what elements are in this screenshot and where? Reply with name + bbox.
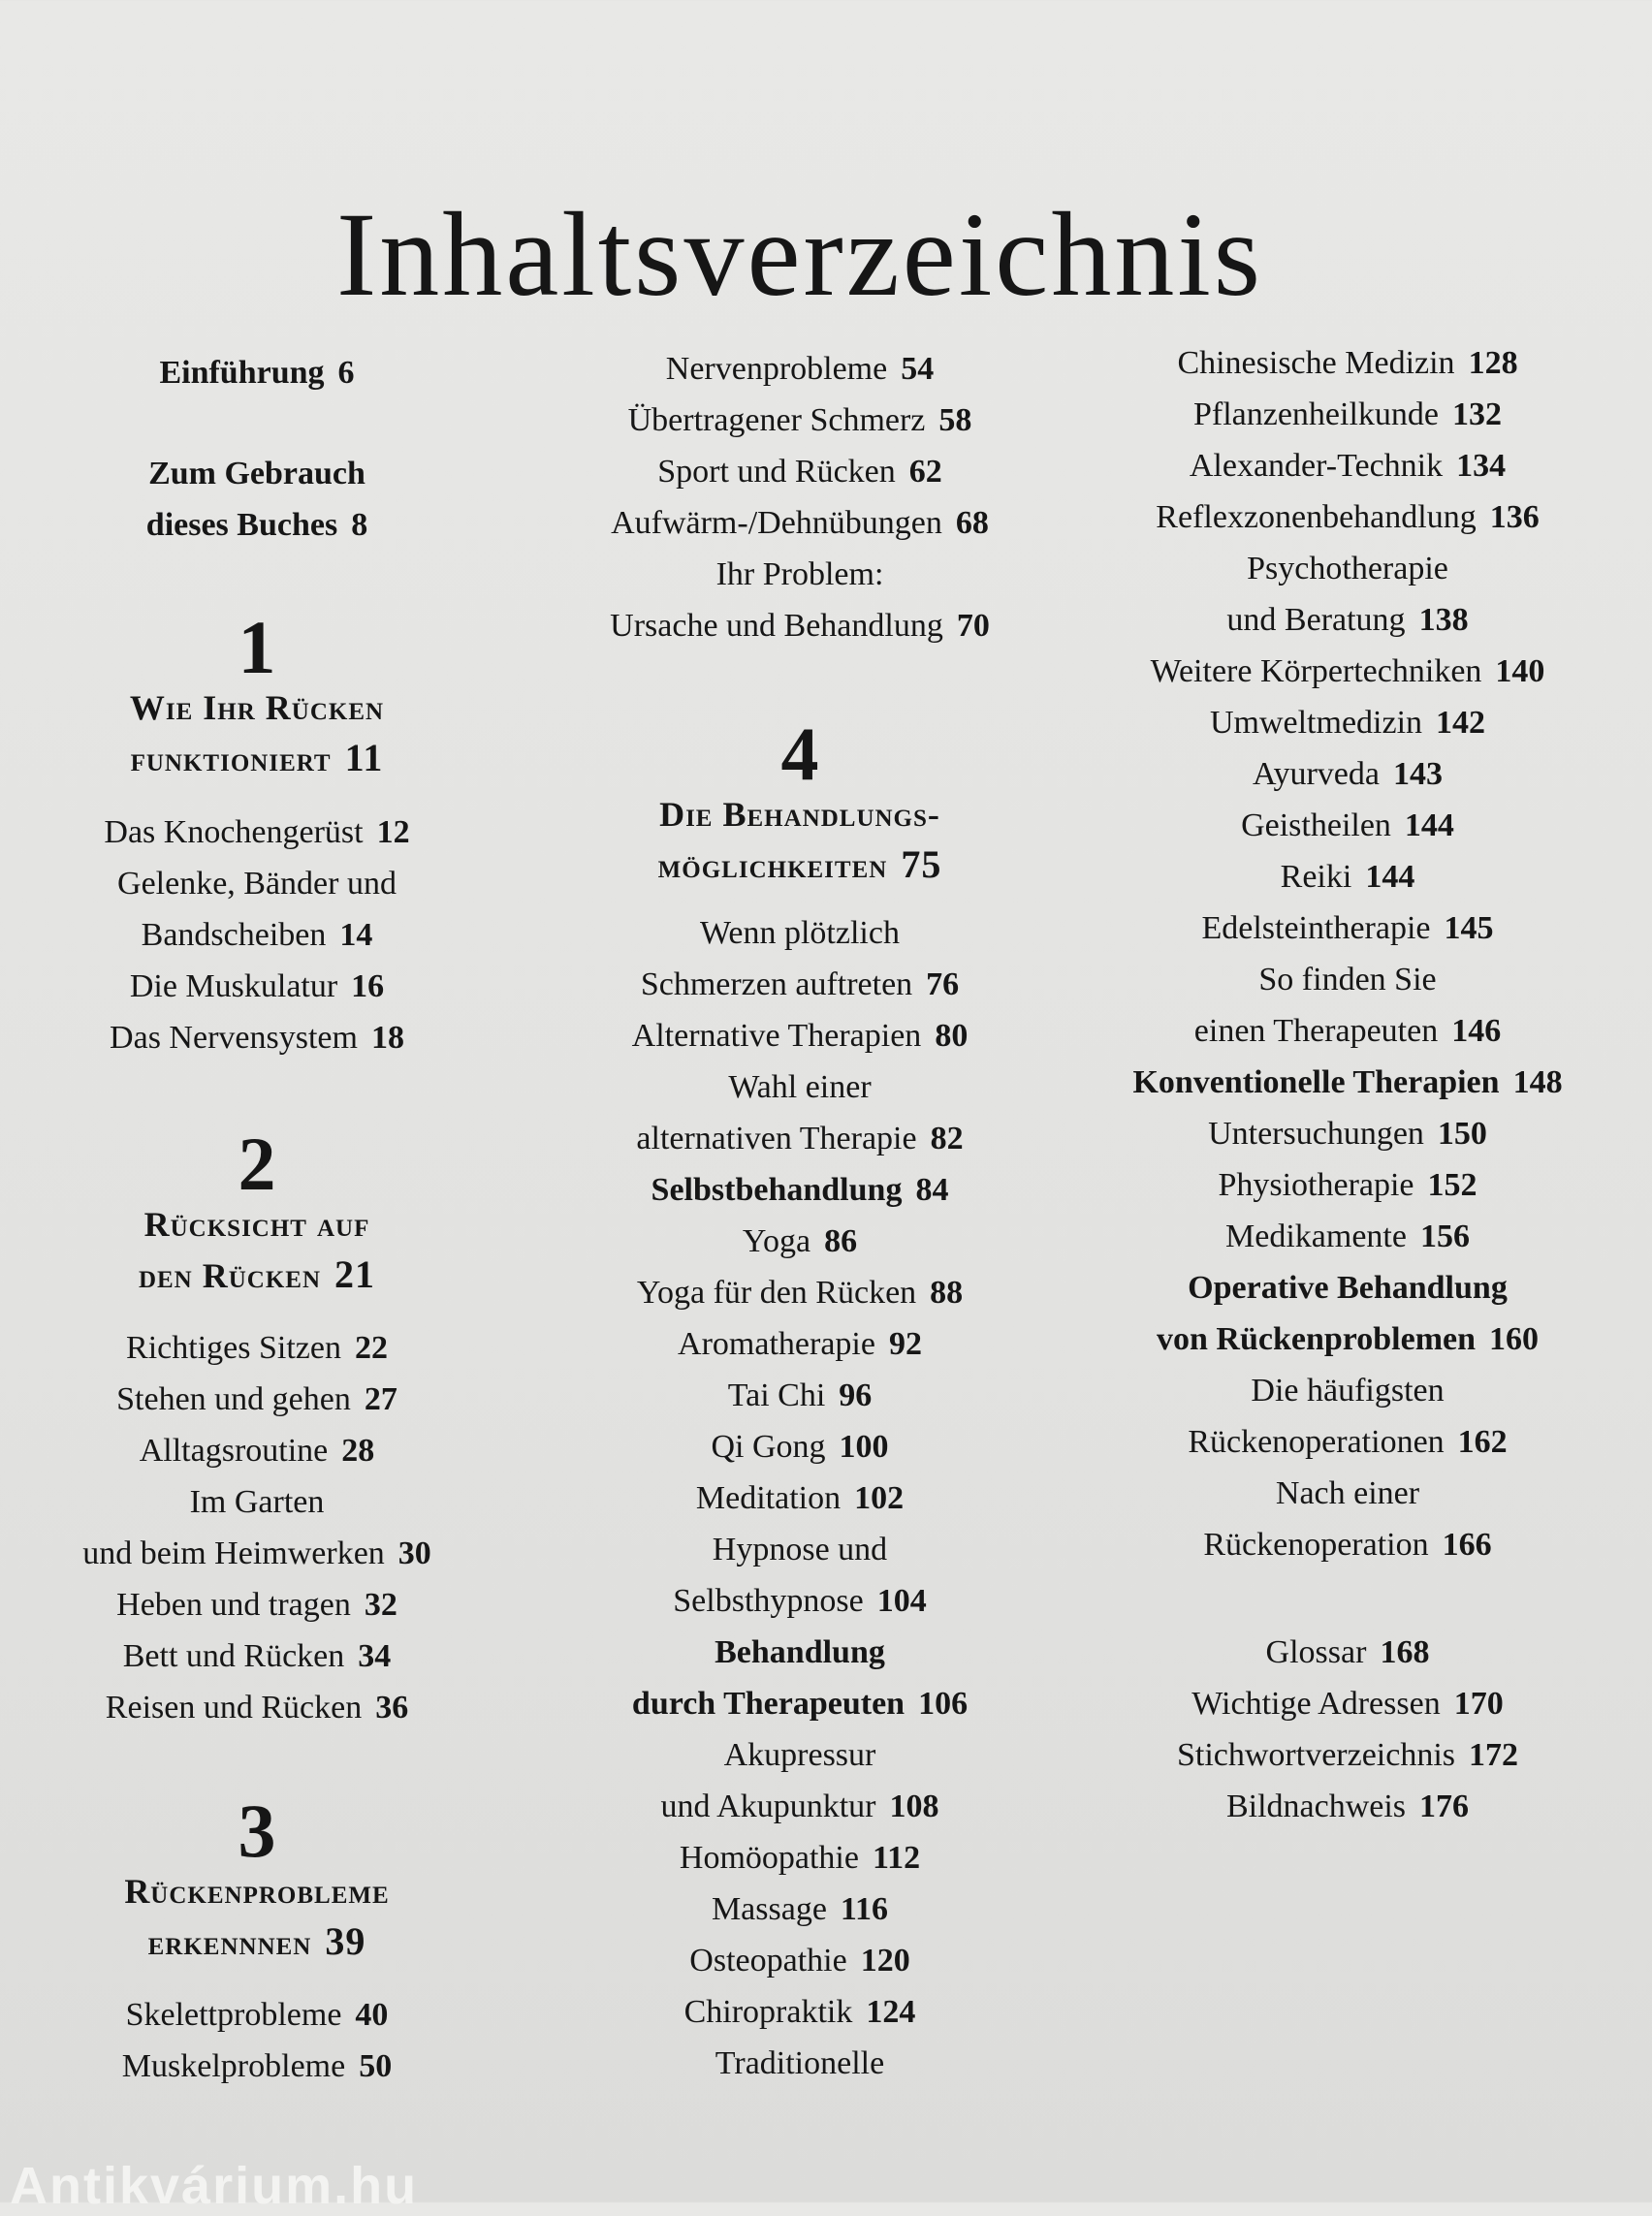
toc-entry-label: alternativen Therapie [636,1121,917,1156]
toc-entry-page: 106 [918,1686,969,1722]
toc-entry[interactable] [1086,1365,1609,1416]
toc-entry[interactable] [1086,902,1609,954]
toc-entry[interactable] [1086,748,1609,800]
toc-entry[interactable] [39,1528,475,1579]
toc-entry-label: Homöopathie [679,1840,859,1876]
toc-entry-label: durch Therapeuten [631,1686,905,1722]
toc-entry-label: Hypnose und [712,1532,888,1567]
toc-entry-label: Yoga für den Rücken [636,1275,917,1311]
toc-entry-page: 160 [1489,1321,1540,1357]
toc-entry[interactable] [39,1682,475,1733]
toc-entry-page: 145 [1444,910,1494,946]
toc-entry-label: und Akupunktur [660,1789,876,1824]
toc-entry[interactable] [562,1267,1037,1318]
toc-entry-page: 102 [854,1480,905,1516]
toc-entry-page: 144 [1404,807,1454,843]
toc-entry-label: Medikamente [1225,1219,1407,1254]
toc-entry-page: 134 [1456,448,1507,484]
chapter-number: 4 [780,712,819,796]
toc-entry[interactable] [1086,389,1609,440]
toc-entry-page: 138 [1418,602,1469,638]
toc-entry[interactable] [1086,697,1609,748]
toc-entry-label: Alltagsroutine [139,1433,329,1469]
chapter-4-list [562,907,1037,2089]
toc-entry-label: Meditation [695,1480,842,1516]
toc-entry[interactable] [1086,646,1609,697]
toc-entry-page: 18 [370,1020,404,1056]
toc-entry[interactable] [39,961,475,1012]
toc-entry[interactable] [1086,1678,1609,1729]
toc-entry-page: 68 [955,505,989,541]
toc-entry-label: Qi Gong [711,1429,826,1465]
toc-entry-label: Wichtige Adressen [1191,1686,1441,1722]
toc-entry-label: Reflexzonenbehandlung [1156,499,1477,535]
toc-entry-label: einen Therapeuten [1193,1013,1439,1049]
toc-entry[interactable] [1086,1416,1609,1468]
toc-entry-label: Geistheilen [1241,807,1391,843]
toc-entry-label: Bandscheiben [141,917,327,953]
toc-entry-label: Akupressur [723,1737,876,1773]
chapter-number: 2 [238,1122,276,1206]
toc-entry[interactable] [562,1318,1037,1370]
toc-entry-page: 168 [1380,1634,1430,1670]
toc-entry-label: Tai Chi [727,1377,826,1413]
toc-entry[interactable] [39,1425,475,1476]
chapter-title[interactable]: Rückenprobleme [124,1872,390,1911]
toc-entry-label: Selbsthypnose [673,1583,864,1619]
toc-entry-page: 176 [1419,1789,1470,1824]
toc-entry-page: 140 [1495,653,1545,689]
toc-entry-label: Übertragener Schmerz [627,402,926,438]
chapter-title[interactable]: Die Behandlungs- [659,795,940,834]
toc-entry-label: Rückenoperationen [1188,1424,1445,1460]
toc-entry[interactable] [562,497,1037,549]
right-list [1086,337,1609,1570]
toc-entry-label: Untersuchungen [1208,1116,1424,1152]
toc-entry[interactable] [562,1575,1037,1627]
toc-entry-page: 150 [1437,1116,1487,1152]
toc-entry-page: 104 [876,1583,927,1619]
toc-entry[interactable] [1086,1159,1609,1211]
toc-entry[interactable] [562,549,1037,600]
toc-entry-label: Skelettprobleme [125,1997,342,2033]
toc-entry[interactable] [562,907,1037,959]
toc-entry-label: Massage [711,1891,827,1927]
chapter-2-list [39,1322,475,1733]
toc-entry-label: Edelsteintherapie [1201,910,1431,946]
toc-entry[interactable] [562,1113,1037,1164]
toc-entry-label: Aromatherapie [678,1326,875,1362]
toc-entry-label: Das Knochengerüst [104,814,364,850]
toc-entry-page: 148 [1512,1064,1563,1100]
toc-entry[interactable] [1086,1057,1609,1108]
toc-entry-page: 88 [930,1275,964,1311]
toc-entry-label: Die Muskulatur [129,968,338,1004]
toc-entry-label: Psychotherapie [1247,551,1448,586]
toc-entry[interactable] [562,1935,1037,1986]
toc-entry-page: 162 [1457,1424,1508,1460]
toc-entry-label: Rückenoperation [1203,1527,1429,1563]
toc-entry-label: Ursache und Behandlung [610,608,943,644]
toc-entry-page: 62 [908,454,942,490]
toc-entry[interactable] [39,2041,475,2092]
toc-entry-label: Die häufigsten [1251,1373,1445,1409]
toc-entry[interactable] [1086,1314,1609,1365]
chapter-2: 2 Rücksicht auf den Rücken 21 [39,1129,475,1301]
toc-entry-page: 54 [901,351,935,387]
toc-entry-label: Bildnachweis [1225,1789,1407,1824]
toc-entry[interactable] [562,343,1037,395]
toc-entry-label: Chiropraktik [683,1994,853,2030]
toc-entry-label: Alexander-Technik [1189,448,1444,484]
toc-entry[interactable] [1086,800,1609,851]
chapter-1-list [39,807,475,1063]
toc-entry[interactable] [562,1061,1037,1113]
toc-entry-label: Stichwortverzeichnis [1176,1737,1456,1773]
toc-entry[interactable] [562,959,1037,1010]
toc-entry[interactable] [39,1476,475,1528]
toc-entry-label: Gelenke, Bänder und [117,866,397,902]
toc-entry-label: Wenn plötzlich [700,915,900,951]
toc-entry-label: Sport und Rücken [657,454,896,490]
toc-entry[interactable] [562,1884,1037,1935]
toc-entry[interactable] [39,1989,475,2041]
toc-entry-label: Alternative Therapien [631,1018,922,1054]
chapter-title[interactable]: Rücksicht auf [143,1205,370,1244]
toc-entry-label: Weitere Körpertechniken [1150,653,1482,689]
toc-entry-label: und beim Heimwerken [82,1535,385,1571]
toc-entry-label: Ayurveda [1253,756,1380,792]
toc-entry[interactable] [1086,1005,1609,1057]
toc-entry[interactable] [562,1832,1037,1884]
toc-entry-page: 108 [889,1789,939,1824]
toc-entry-page: 172 [1469,1737,1519,1773]
toc-entry-label: Im Garten [189,1484,325,1520]
toc-entry-page: 50 [359,2048,393,2084]
toc-entry[interactable] [1086,1108,1609,1159]
toc-entry[interactable] [39,858,475,909]
toc-entry[interactable] [39,1012,475,1063]
toc-entry[interactable] [562,1524,1037,1575]
toc-entry-page: 40 [355,1997,389,2033]
toc-entry[interactable] [1086,594,1609,646]
toc-entry-page: 30 [397,1535,431,1571]
toc-entry[interactable] [1086,1468,1609,1519]
toc-entry-label: Reisen und Rücken [105,1690,363,1725]
toc-entry[interactable] [1086,337,1609,389]
chapter-1: 1 Wie Ihr Rücken funktioniert 11 [39,613,475,784]
toc-entry[interactable] [562,600,1037,651]
toc-entry-page: 16 [351,968,385,1004]
toc-entry[interactable] [562,1678,1037,1729]
toc-entry-label: Schmerzen auftreten [640,966,913,1002]
toc-entry-page: 166 [1442,1527,1492,1563]
toc-entry[interactable] [562,1216,1037,1267]
toc-entry-label: Osteopathie [689,1943,847,1979]
toc-entry[interactable] [562,1164,1037,1216]
toc-entry-label: Chinesische Medizin [1177,345,1455,381]
toc-entry-label: Reiki [1280,859,1352,895]
toc-entry-introduction[interactable]: Einführung 6 [159,355,355,391]
toc-entry[interactable] [1086,1211,1609,1262]
toc-entry-page: 156 [1419,1219,1470,1254]
toc-entry-page: 28 [341,1433,375,1469]
toc-entry-page: 34 [358,1638,392,1674]
toc-entry-label: Heben und tragen [116,1587,351,1623]
toc-entry-label: Bett und Rücken [122,1638,345,1674]
toc-entry[interactable] [562,1986,1037,2038]
toc-entry[interactable] [39,1374,475,1425]
toc-entry-page: 84 [915,1172,949,1208]
toc-entry[interactable] [562,1010,1037,1061]
toc-entry-label: Wahl einer [728,1069,872,1105]
toc-entry-label: Aufwärm-/Dehnübungen [611,505,942,541]
toc-entry-page: 136 [1489,499,1540,535]
toc-entry[interactable] [562,395,1037,446]
toc-entry[interactable] [1086,851,1609,902]
toc-entry-label: von Rückenproblemen [1156,1321,1477,1357]
toc-entry-page: 36 [375,1690,409,1725]
toc-entry[interactable] [562,1781,1037,1832]
chapter-number: 3 [238,1789,276,1873]
appendix-list [1086,1627,1609,1832]
toc-entry[interactable] [1086,491,1609,543]
chapter-title[interactable]: Wie Ihr Rücken [129,688,385,727]
toc-entry-label: Behandlung [715,1634,885,1670]
toc-entry[interactable] [39,1322,475,1374]
toc-entry-page: 86 [824,1223,858,1259]
toc-entry-page: 27 [364,1381,397,1417]
toc-entry-page: 170 [1453,1686,1504,1722]
toc-entry-page: 142 [1436,705,1486,741]
toc-entry[interactable] [1086,440,1609,491]
toc-entry-page: 32 [364,1587,397,1623]
chapter-4: 4 Die Behandlungs- möglichkeiten 75 [562,719,1037,891]
toc-entry[interactable] [562,2038,1037,2089]
toc-entry-page: 116 [840,1891,889,1927]
toc-entry-page: 22 [354,1330,388,1366]
toc-entry-page: 152 [1427,1167,1477,1203]
toc-entry-page: 128 [1468,345,1518,381]
toc-entry-label: Muskelprobleme [121,2048,346,2084]
toc-entry-label: Selbstbehandlung [651,1172,903,1208]
toc-entry-page: 144 [1365,859,1415,895]
toc-entry-label: Operative Behandlung [1188,1270,1508,1306]
toc-entry[interactable] [39,807,475,858]
toc-entry[interactable] [39,909,475,961]
toc-entry-page: 143 [1392,756,1443,792]
toc-entry[interactable] [1086,1262,1609,1314]
toc-entry[interactable] [1086,954,1609,1005]
toc-entry-label: Konventionelle Therapien [1132,1064,1500,1100]
toc-entry-label: Das Nervensystem [110,1020,358,1056]
toc-entry-label: Ihr Problem: [715,556,884,592]
toc-entry-page: 132 [1452,396,1503,432]
toc-entry-label: Nervenprobleme [665,351,888,387]
toc-entry-page: 70 [956,608,990,644]
toc-entry-page: 112 [872,1840,921,1876]
toc-entry-page: 124 [866,1994,916,2030]
toc-entry-page: 92 [888,1326,922,1362]
toc-entry-page: 80 [935,1018,969,1054]
toc-entry[interactable] [562,1729,1037,1781]
toc-entry[interactable] [39,1579,475,1630]
toc-entry-page: 76 [926,966,960,1002]
toc-entry[interactable] [1086,1781,1609,1832]
toc-entry-page: 96 [839,1377,873,1413]
toc-entry[interactable] [1086,1729,1609,1781]
toc-entry-usage[interactable]: Zum Gebrauch dieses Buches 8 [145,456,368,543]
toc-entry-page: 14 [339,917,373,953]
toc-entry-label: Stehen und gehen [116,1381,351,1417]
toc-entry-label: So finden Sie [1258,962,1437,997]
toc-entry-label: und Beratung [1226,602,1406,638]
toc-entry-label: Physiotherapie [1218,1167,1414,1203]
toc-entry-page: 82 [930,1121,964,1156]
toc-entry-page: 12 [376,814,410,850]
toc-entry-page: 146 [1451,1013,1502,1049]
toc-entry[interactable] [562,1421,1037,1472]
toc-entry-label: Glossar [1265,1634,1367,1670]
toc-entry-page: 58 [938,402,972,438]
toc-entry-label: Nach einer [1275,1475,1420,1511]
toc-entry-label: Pflanzenheilkunde [1192,396,1440,432]
toc-entry[interactable] [39,1630,475,1682]
toc-entry-page: 120 [860,1943,910,1979]
toc-entry-label: Yoga [742,1223,811,1259]
chapter-3: 3 Rückenprobleme erkennnen 39 [39,1796,475,1968]
toc-entry-label: Richtiges Sitzen [126,1330,341,1366]
toc-entry-page: 100 [839,1429,889,1465]
toc-entry[interactable] [562,446,1037,497]
toc-entry[interactable] [1086,1627,1609,1678]
page-title: Inhaltsverzeichnis [335,188,1264,322]
watermark: Antikvárium.hu [10,2157,419,2215]
toc-entry-label: Umweltmedizin [1209,705,1423,741]
chapter-3-list [39,1989,475,2092]
toc-entry[interactable] [562,1627,1037,1678]
toc-entry[interactable] [1086,543,1609,594]
chapter-number: 1 [238,605,276,689]
toc-entry[interactable] [562,1472,1037,1524]
middle-top-list [562,343,1037,651]
toc-entry-label: Traditionelle [715,2045,885,2081]
toc-entry[interactable] [562,1370,1037,1421]
toc-entry[interactable] [1086,1519,1609,1570]
